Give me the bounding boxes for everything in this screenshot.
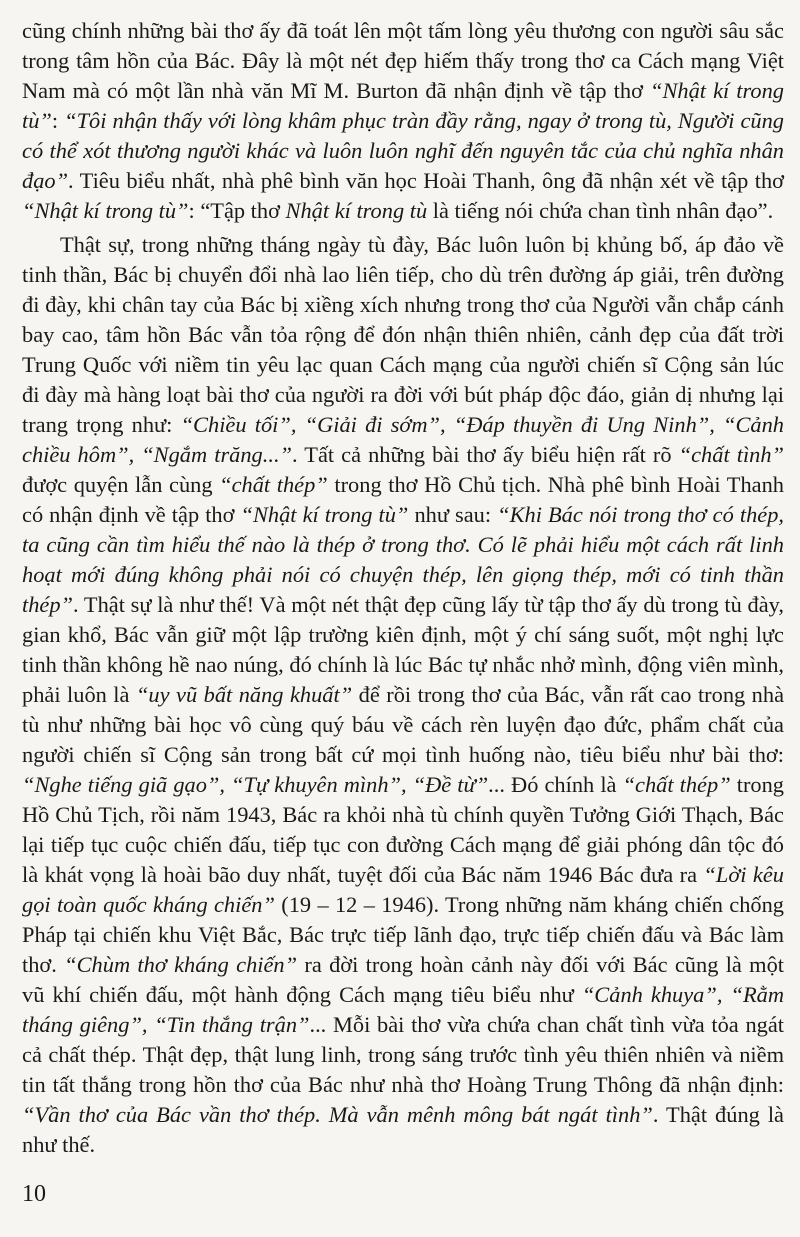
- body-text: ra đời trong hoàn cảnh này đối với Bác cũng là một vũ khí chiến đấu, một hành động Cách mạng tiêu biểu như: [22, 952, 784, 1007]
- body-text: để rồi trong thơ của Bác, vẫn rất cao trong nhà tù như những bài học vô cùng quý báu về cách rèn luyện đạo đức, phẩm chất của người chiến sĩ Cộng sản trong bất cứ mọi tình huống nào, tiêu biểu như bài thơ:: [22, 682, 785, 767]
- body-text: trong Hồ Chủ Tịch, rồi năm 1943, Bác ra khỏi nhà tù chính quyền Tưởng Giới Thạch, Bác lại tiếp tục cuộc chiến đấu, tiếp tục con đường Cách mạng để giải phóng dân tộc đó là khát vọng là hoài bão duy nhất, tuyệt đối của Bác năm 1946 Bác đưa ra: [22, 772, 784, 887]
- body-text: Thật sự, trong những tháng ngày tù đày, Bác luôn luôn bị khủng bố, áp đảo về tinh thần, Bác bị chuyển đổi nhà lao liên tiếp, cho dù trên đường áp giải, trên đường đi đày, khi chân tay của Bác bị xiềng xích nhưng trong thơ của Người vẫn chắp cánh bay cao, tâm hồn Bác vẫn tỏa rộng để đón nhận thiên nhiên, cảnh đẹp của đất trời Trung Quốc với niềm tin yêu lạc quan Cách mạng của người chiến sĩ Cộng sản lúc đi đày mà hàng loạt bài thơ của người ra đời với bút pháp độc đáo, giản dị nhưng lại trang trọng như:: [22, 232, 784, 437]
- paragraph: [22, 16, 784, 226]
- body-text: ... Mỗi bài thơ vừa chứa chan chất tình vừa tỏa ngát cả chất thép. Thật đẹp, thật lung linh, trong sáng trước tình yêu thiên nhiên và niềm tin tất thắng trong hồn thơ của Bác như nhà thơ Hoàng Trung Thông đã nhận định:: [22, 1012, 784, 1097]
- quoted-text: “Cảnh khuya”, “Rằm tháng giêng”, “Tin thắng trận”: [22, 982, 784, 1037]
- quoted-text: “Nhật kí trong tù”: [22, 198, 189, 223]
- body-text: cũng chính những bài thơ ấy đã toát lên một tấm lòng yêu thương con người sâu sắc trong tâm hồn của Bác. Đây là một nét đẹp hiếm thấy trong thơ ca Cách mạng Việt Nam mà có một lần nhà văn Mĩ M. Burton đã nhận định về tập thơ: [22, 18, 784, 103]
- quoted-text: “chất tình”: [678, 442, 785, 467]
- quoted-text: “Nhật kí trong tù”: [240, 502, 409, 527]
- body-text: . Thật sự là như thế! Và một nét thật đẹp cũng lấy từ tập thơ ấy dù trong tù đày, gian khổ, Bác vẫn giữ một lập trường kiên định, một ý chí sáng suốt, một nghị lực tinh thần không hề nao núng, đó chính là lúc Bác tự nhắc nhở mình, động viên mình, phải luôn là: [22, 592, 784, 707]
- quoted-text: “chất thép”: [622, 772, 731, 797]
- body-text: . Tiêu biểu nhất, nhà phê bình văn học Hoài Thanh, ông đã nhận xét về tập thơ: [68, 168, 784, 193]
- body-text: : “Tập thơ: [188, 198, 286, 223]
- document-body: [22, 16, 784, 1164]
- paragraph: [22, 230, 784, 1160]
- quoted-text: “Tôi nhận thấy với lòng khâm phục tràn đầy rằng, ngay ở trong tù, Người cũng có thể xót thương người khác và luôn luôn nghĩ đến nguyên tắc của chủ nghĩa nhân đạo”: [22, 108, 784, 193]
- quoted-text: “Nhật kí trong tù”: [22, 78, 785, 133]
- quoted-text: “Chiều tối”, “Giải đi sớm”, “Đáp thuyền đi Ung Ninh”, “Cảnh chiều hôm”, “Ngắm trăng...”: [22, 412, 784, 467]
- quoted-text: “Khi Bác nói trong thơ có thép, ta cũng cần tìm hiểu thế nào là thép ở trong thơ. Có lẽ phải hiểu một cách rất linh hoạt mới đúng không phải nói có chuyện thép, lên giọng thép, mới có tinh thần thép”: [22, 502, 785, 617]
- quoted-text: “Chùm thơ kháng chiến”: [64, 952, 298, 977]
- quoted-text: “Lời kêu gọi toàn quốc kháng chiến”: [22, 862, 784, 917]
- quoted-text: “Nghe tiếng giã gạo”, “Tự khuyên mình”, “Đề từ”: [22, 772, 489, 797]
- quoted-text: “uy vũ bất năng khuất”: [135, 682, 353, 707]
- body-text: như sau:: [408, 502, 498, 527]
- quoted-text: “chất thép”: [219, 472, 328, 497]
- quoted-text: Nhật kí trong tù: [285, 198, 428, 223]
- body-text: . Tất cả những bài thơ ấy biểu hiện rất rõ: [292, 442, 679, 467]
- page-number: 10: [22, 1181, 46, 1207]
- body-text: trong thơ Hồ Chủ tịch. Nhà phê bình Hoài Thanh có nhận định về tập thơ: [22, 472, 784, 527]
- body-text: . Thật đúng là như thế.: [22, 1102, 784, 1157]
- body-text: ... Đó chính là: [488, 772, 623, 797]
- quoted-text: “Vần thơ của Bác vần thơ thép. Mà vẫn mênh mông bát ngát tình”: [22, 1102, 653, 1127]
- body-text: được quyện lẫn cùng: [22, 472, 220, 497]
- body-text: (19 – 12 – 1946). Trong những năm kháng chiến chống Pháp tại chiến khu Việt Bắc, Bác trực tiếp lãnh đạo, trực tiếp chiến đấu và Bác làm thơ.: [22, 892, 784, 977]
- body-text: :: [51, 108, 65, 133]
- body-text: là tiếng nói chứa chan tình nhân đạo”.: [427, 198, 774, 223]
